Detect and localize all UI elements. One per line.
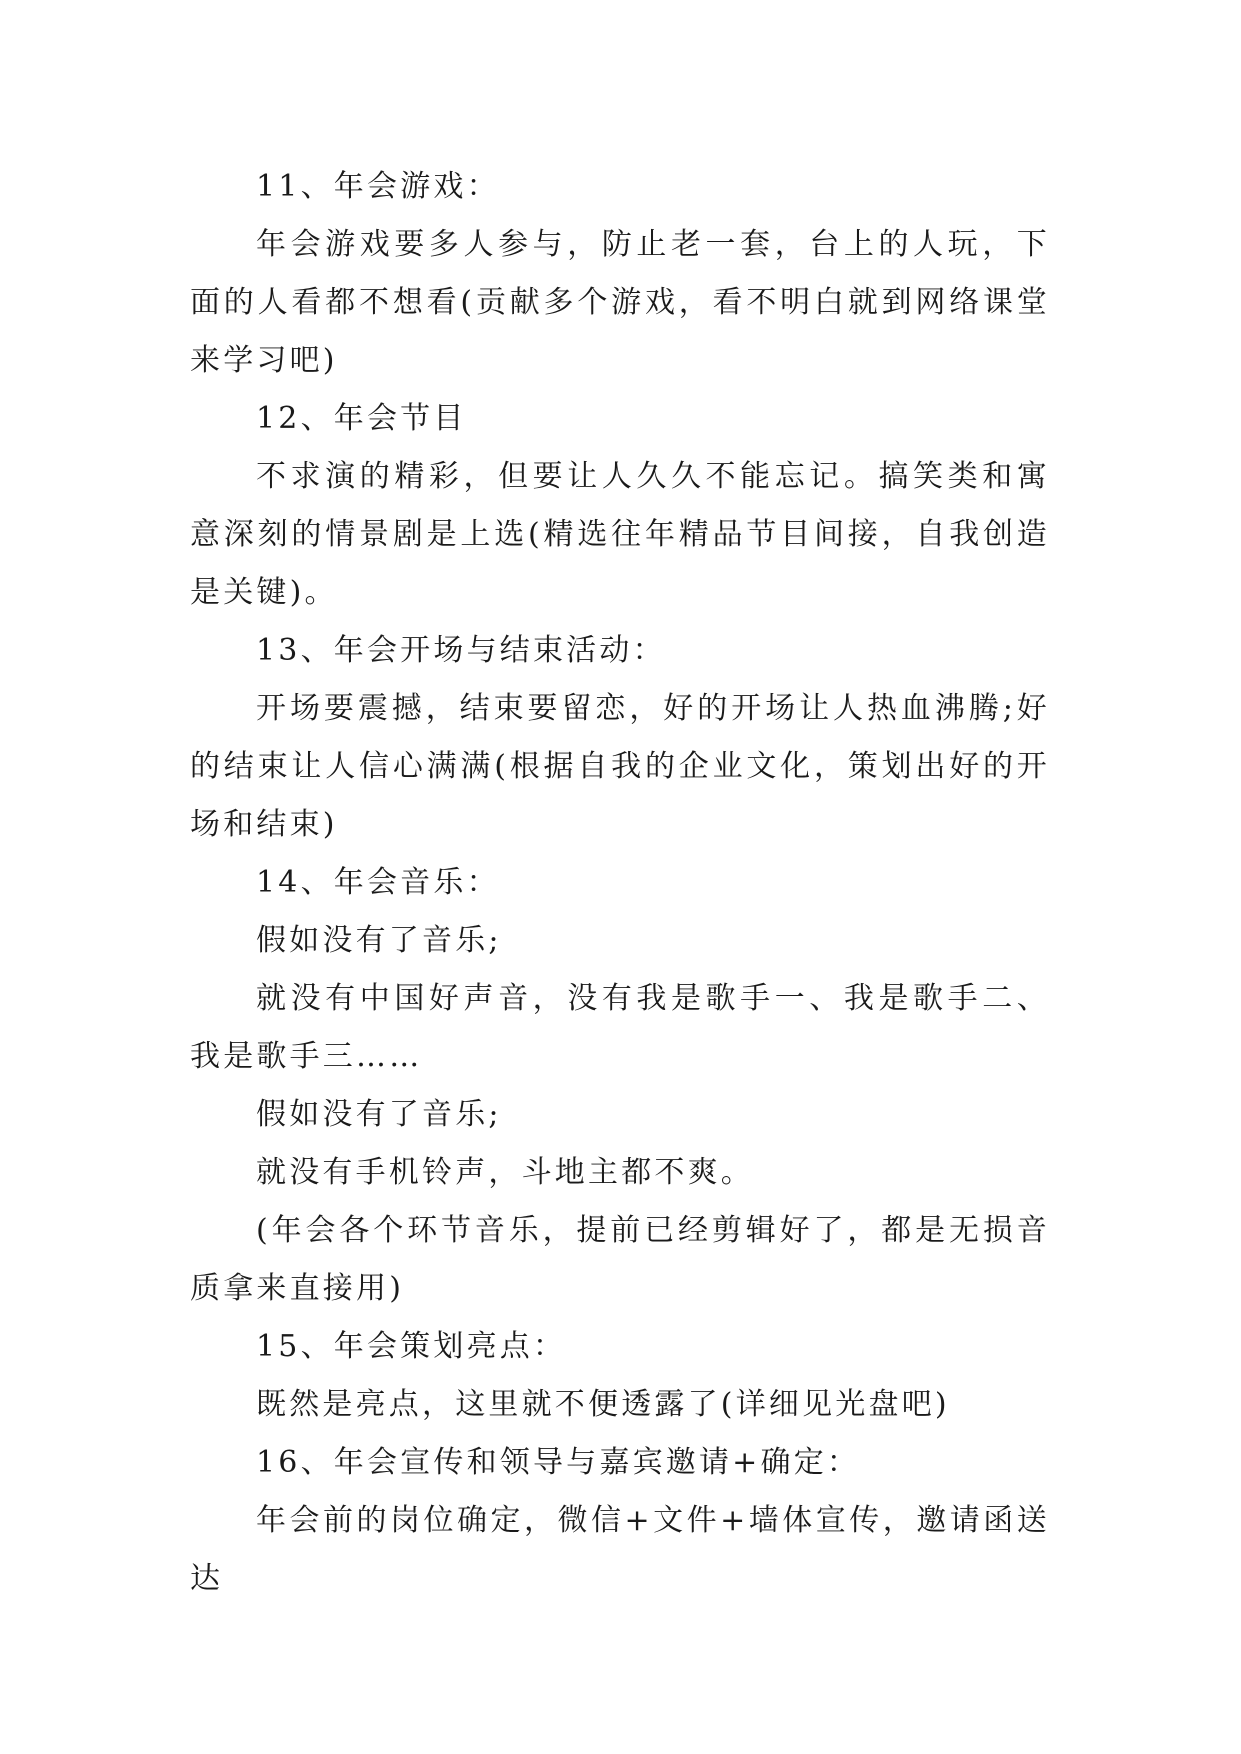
- paragraph-14-d: 就没有手机铃声，斗地主都不爽。: [256, 1155, 754, 1190]
- paragraph-14-a: 假如没有了音乐;: [256, 923, 502, 958]
- paragraph-14-e: (年会各个环节音乐，提前已经剪辑好了，都是无损音质拿来直接用): [190, 1213, 1050, 1306]
- paragraph-12: 不求演的精彩，但要让人久久不能忘记。搞笑类和寓意深刻的情景剧是上选(精选往年精品节目间接，自我创造是关键)。: [190, 459, 1050, 610]
- document-body: [190, 158, 1050, 1608]
- paragraph-15: 既然是亮点，这里就不便透露了(详细见光盘吧): [256, 1387, 950, 1422]
- heading-11: 11、年会游戏：: [256, 169, 500, 204]
- heading-14: 14、年会音乐：: [256, 865, 500, 900]
- paragraph-14-c: 假如没有了音乐;: [256, 1097, 502, 1132]
- heading-15: 15、年会策划亮点：: [256, 1329, 567, 1364]
- heading-13: 13、年会开场与结束活动：: [256, 633, 666, 668]
- paragraph-13: 开场要震撼，结束要留恋，好的开场让人热血沸腾;好的结束让人信心满满(根据自我的企业文化，策划出好的开场和结束): [190, 691, 1050, 842]
- heading-16: 16、年会宣传和领导与嘉宾邀请+确定：: [256, 1445, 861, 1480]
- paragraph-14-b: 就没有中国好声音，没有我是歌手一、我是歌手二、我是歌手三……: [190, 981, 1050, 1074]
- paragraph-11: 年会游戏要多人参与，防止老一套，台上的人玩，下面的人看都不想看(贡献多个游戏，看不明白就到网络课堂来学习吧): [190, 227, 1050, 378]
- heading-12: 12、年会节目: [256, 401, 467, 436]
- paragraph-16: 年会前的岗位确定，微信+文件+墙体宣传，邀请函送达: [190, 1503, 1050, 1596]
